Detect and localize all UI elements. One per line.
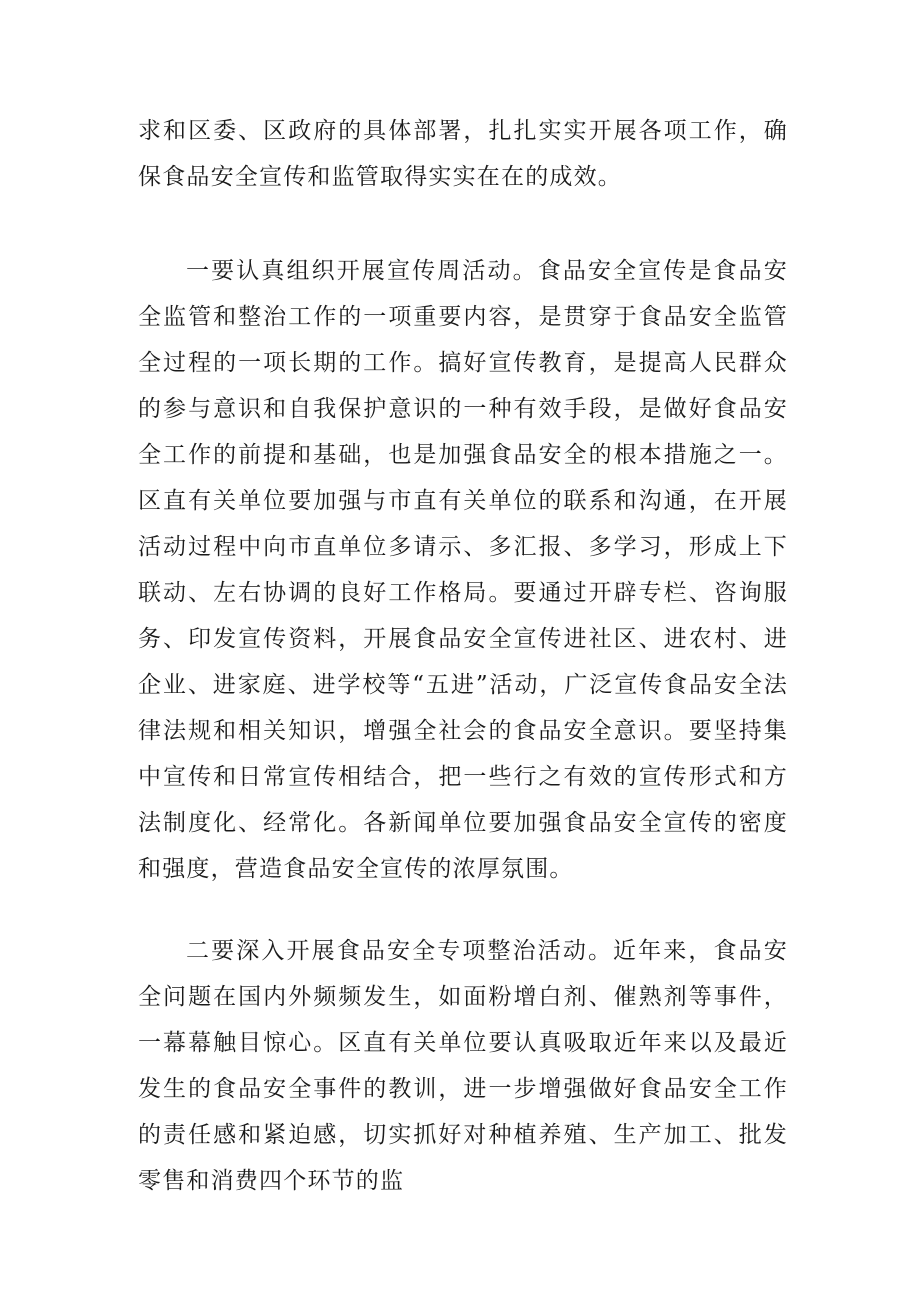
paragraph-special-rectification: 二要深入开展食品安全专项整治活动。近年来，食品安全问题在国内外频频发生，如面粉增白剂、催熟剂等事件，一幕幕触目惊心。区直有关单位要认真吸取近年来以及最近发生的食品安全事件的教训，进一步增强做好食品安全工作的责任感和紧迫感，切实抓好对种植养殖、生产加工、批发零售和消费四个环节的监	[138, 938, 788, 1194]
paragraph-publicity-week: 一要认真组织开展宣传周活动。食品安全宣传是食品安全监管和整治工作的一项重要内容，是贯穿于食品安全监管全过程的一项长期的工作。搞好宣传教育，是提高人民群众的参与意识和自我保护意识的一种有效手段，是做好食品安全工作的前提和基础，也是加强食品安全的根本措施之一。区直有关单位要加强与市直有关单位的联系和沟通，在开展活动过程中向市直单位多请示、多汇报、多学习，形成上下联动、左右协调的良好工作格局。要通过开辟专栏、咨询服务、印发宣传资料，开展食品安全宣传进社区、进农村、进企业、进家庭、进学校等“五进”活动，广泛宣传食品安全法律法规和相关知识，增强全社会的食品安全意识。要坚持集中宣传和日常宣传相结合，把一些行之有效的宣传形式和方法制度化、经常化。各新闻单位要加强食品安全宣传的密度和强度，营造食品安全宣传的浓厚氛围。	[138, 258, 788, 882]
paragraph-continuation: 求和区委、区政府的具体部署，扎扎实实开展各项工作，确保食品安全宣传和监管取得实实在在的成效。	[138, 118, 788, 190]
